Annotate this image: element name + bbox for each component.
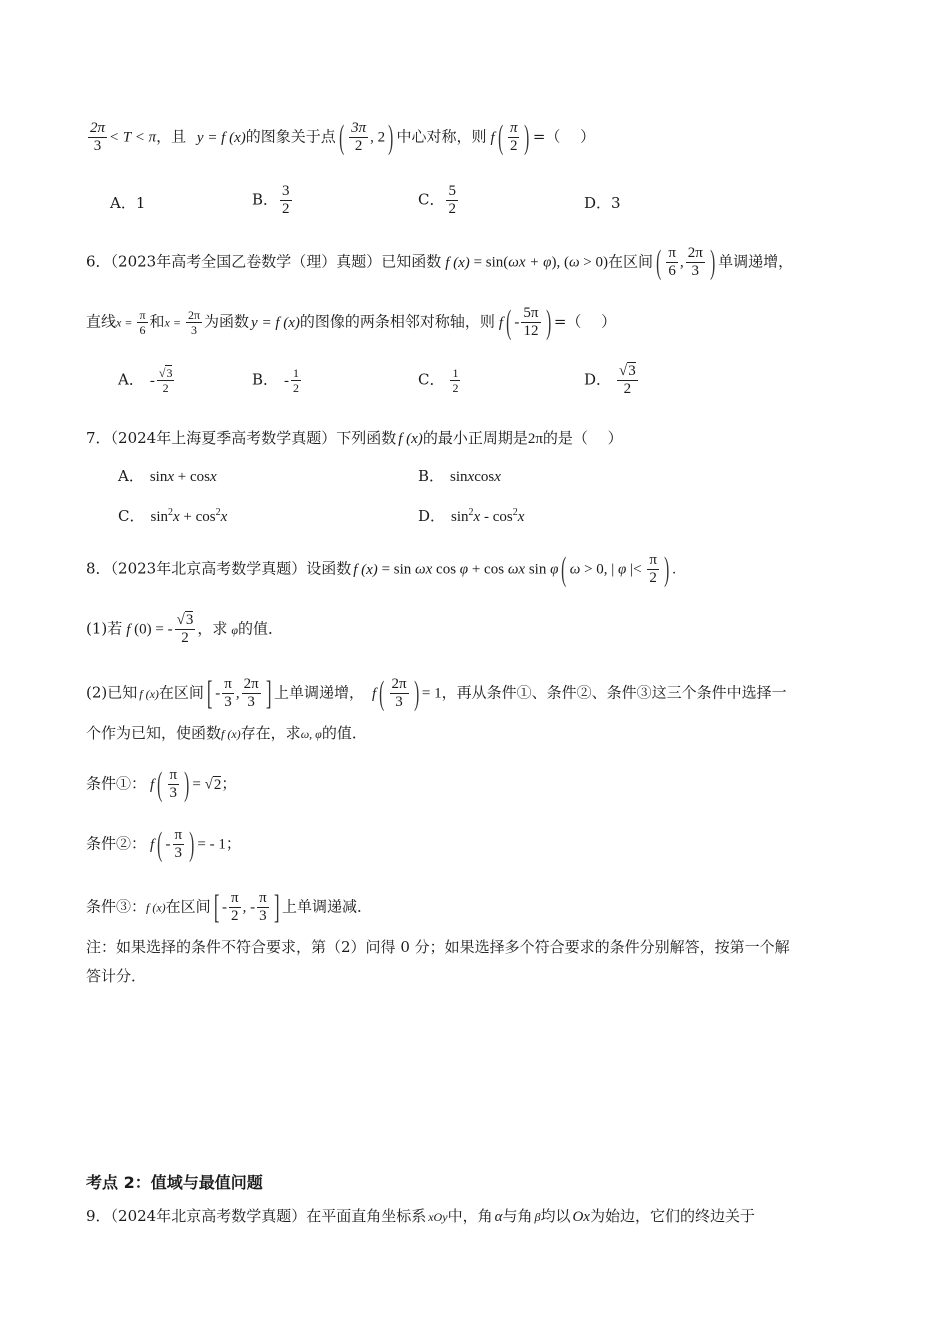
- q8-note-line1: 注：如果选择的条件不符合要求，第（2）问得 0 分；如果选择多个符合要求的条件分别解答，按第一个解: [86, 938, 790, 956]
- q7-option-a[interactable]: A． sinx + cosx: [118, 467, 217, 485]
- question-number: 8．: [86, 559, 111, 578]
- q7-option-d[interactable]: D． $\sin^2x - \cos^2x$: [418, 507, 525, 525]
- q6-option-c[interactable]: C． $\frac{1}{2}$: [418, 366, 459, 395]
- question-source: （2023年高考全国乙卷数学（理）真题）已知函数: [110, 252, 442, 271]
- q8-part1: (1)若 f (0) = - $\frac{√3}{2}$ ，求 φ的值．: [86, 612, 284, 646]
- q5-text: 的图象关于点: [245, 127, 336, 146]
- question-number: 6．: [86, 252, 111, 271]
- section-heading: 考点 2：值域与最值问题: [86, 1173, 263, 1192]
- q5-option-a[interactable]: A．1: [110, 194, 146, 212]
- q9-stem: 9．（2024年北京高考数学真题）在平面直角坐标系 xOy中，角 α与角 β均以 Ox为始边，它们的终边关于: [86, 1207, 755, 1225]
- q8-part2-line1: (2)已知 f (x)在区间[ - $\frac{\pi}{3}$ , $\frac{2\pi}{3}$ ] 上单调递增， f( $\frac{2\pi}{3}$ ) = 1，再从条件①、条件②、条件③这三个条件中选择一: [86, 674, 787, 712]
- q5-option-c[interactable]: C． $\frac{5}{2}$: [418, 183, 456, 217]
- q6-option-b[interactable]: B． - $\frac{1}{2}$: [252, 366, 300, 395]
- q8-condition-3: 条件③：f (x)在区间[ - $\frac{\pi}{2}$ , - $\frac{\pi}{3}$ ] 上单调递减．: [86, 888, 373, 926]
- q8-note-line2: 答计分．: [86, 967, 147, 985]
- question-number: 9．: [86, 1207, 111, 1225]
- q8-part2-line2: 个作为已知，使函数f (x)存在，求ω, φ的值．: [86, 724, 367, 742]
- q6-stem-line1: 6．（2023年高考全国乙卷数学（理）真题）已知函数 f (x) = sin(ωx + φ), (ω > 0)在区间( $\frac{\pi}{6}$ , $\frac{2\pi}{3}$ ) 单调递增，: [86, 243, 794, 281]
- q5-text: =（ ）: [532, 127, 596, 146]
- q7-option-c[interactable]: C． $\sin^2x + \cos^2x$: [118, 507, 228, 525]
- math-fraction: $\frac{2\pi}{3}$: [90, 120, 106, 154]
- question-number: 7．: [86, 429, 111, 447]
- question-source: （2024年北京高考数学真题）在平面直角坐标系: [110, 1207, 427, 1225]
- q5-text: 中心对称，则: [396, 127, 487, 146]
- q8-stem: 8．（2023年北京高考数学真题）设函数 f (x) = sin ωx cos φ + cos ωx sin φ( ω > 0, | φ |< $\frac{\pi}{2}$ ) .: [86, 550, 676, 588]
- q6-option-a[interactable]: A． - $\frac{√3}{2}$: [118, 366, 173, 395]
- q6-option-d[interactable]: D． $\frac{√3}{2}$: [584, 363, 636, 397]
- q5-text: ，且: [156, 127, 187, 146]
- q6-stem-line2: 直线x = $\frac{\pi}{6}$ 和x = $\frac{2\pi}{3}$ 为函数 y = f (x)的图像的两条相邻对称轴，则 f( - $\frac{5\pi}{12}$ ) =（ ）: [86, 303, 617, 341]
- question-source: （2023年北京高考数学真题）设函数: [110, 559, 352, 578]
- q7-stem: 7．（2024年上海夏季高考数学真题）下列函数 f (x)的最小正周期是2π的是（ ）: [86, 429, 623, 447]
- q7-option-b[interactable]: B． sinxcosx: [418, 467, 501, 485]
- q5-option-d[interactable]: D．3: [584, 194, 621, 212]
- q5-condition-line: $\frac{2\pi}{3}$ < T < π，且 y = f (x)的图象关于点( $\frac{3\pi}{2}$ , 2) 中心对称，则 f( $\frac{\pi}{2}$ ) =（ ）: [90, 118, 596, 156]
- question-source: （2024年上海夏季高考数学真题）下列函数: [110, 429, 397, 447]
- q8-condition-1: 条件①： f( $\frac{\pi}{3}$ ) = √2；: [86, 765, 237, 803]
- q8-condition-2: 条件②： f( - $\frac{\pi}{3}$ ) = - 1；: [86, 825, 241, 863]
- q5-option-b[interactable]: B． $\frac{3}{2}$: [252, 183, 290, 217]
